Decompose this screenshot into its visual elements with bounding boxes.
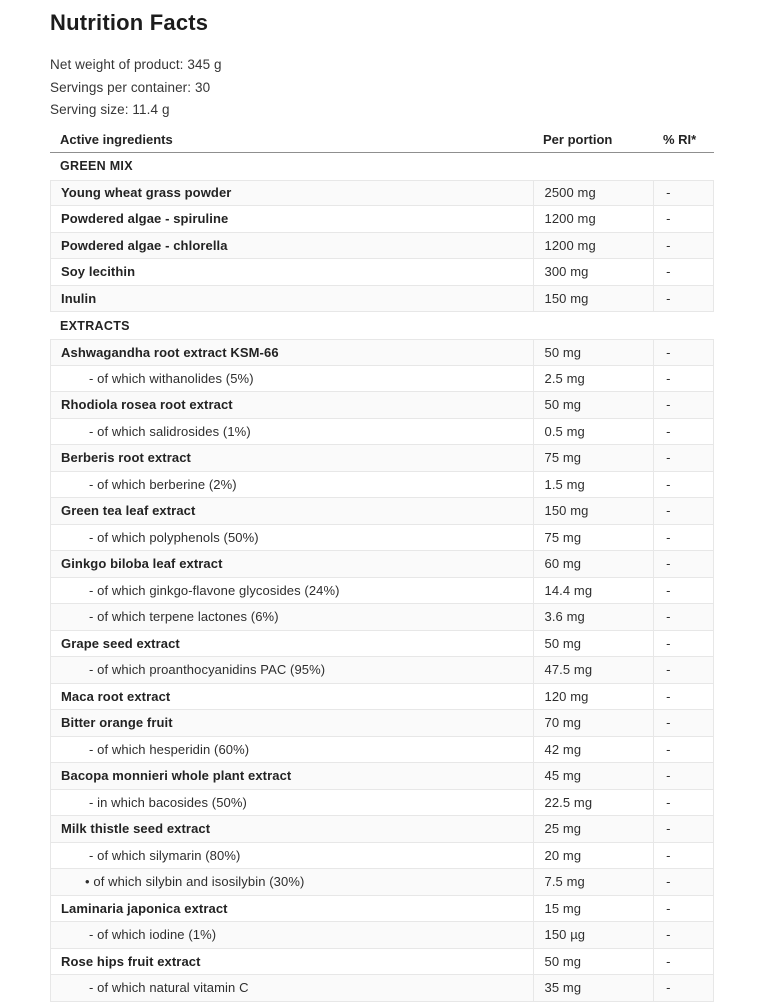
table-row	[50, 763, 714, 790]
table-row	[50, 286, 714, 313]
amount-value: 0.5 mg	[533, 419, 654, 445]
amount-value: 70 mg	[533, 710, 654, 736]
servings-per-container: Servings per container: 30	[50, 79, 211, 95]
ri-value: -	[653, 604, 713, 630]
ingredient-name: - of which salidrosides (1%)	[89, 423, 251, 439]
amount-value: 14.4 mg	[533, 578, 654, 604]
amount-value: 1200 mg	[533, 206, 654, 232]
ri-value: -	[653, 340, 713, 365]
ri-value: -	[653, 975, 713, 1001]
ri-value: -	[653, 206, 713, 232]
table-row	[50, 259, 714, 286]
ri-value: -	[653, 472, 713, 498]
table-row	[50, 339, 714, 366]
amount-value: 7.5 mg	[533, 869, 654, 895]
amount-value: 15 mg	[533, 896, 654, 922]
table-row	[50, 949, 714, 976]
amount-value: 50 mg	[533, 949, 654, 975]
table-row	[50, 790, 714, 817]
amount-value: 25 mg	[533, 816, 654, 842]
amount-value: 150 µg	[533, 922, 654, 948]
amount-value: 1.5 mg	[533, 472, 654, 498]
ingredient-name: - of which terpene lactones (6%)	[89, 609, 279, 625]
ingredient-name: - of which natural vitamin C	[89, 980, 249, 996]
ri-value: -	[653, 922, 713, 948]
table-row	[50, 657, 714, 684]
ingredient-name: Berberis root extract	[61, 450, 191, 466]
amount-value: 2.5 mg	[533, 366, 654, 392]
ri-value: -	[653, 949, 713, 975]
section-label: GREEN MIX	[60, 159, 133, 173]
amount-value: 300 mg	[533, 259, 654, 285]
ingredient-name: Ginkgo biloba leaf extract	[61, 556, 223, 572]
net-weight: Net weight of product: 345 g	[50, 57, 222, 72]
table-row	[50, 710, 714, 737]
amount-value: 60 mg	[533, 551, 654, 577]
ingredient-name: Powdered algae - spiruline	[61, 211, 229, 227]
ingredient-name: Laminaria japonica extract	[61, 900, 228, 916]
table-row	[50, 631, 714, 658]
ingredient-name: Bacopa monnieri whole plant extract	[61, 768, 292, 784]
amount-value: 47.5 mg	[533, 657, 654, 683]
table-row	[50, 816, 714, 843]
table-row	[50, 737, 714, 764]
ri-value: -	[653, 843, 713, 869]
ri-value: -	[653, 498, 713, 524]
amount-value: 35 mg	[533, 975, 654, 1001]
amount-value: 75 mg	[533, 525, 654, 551]
ingredient-name: Rhodiola rosea root extract	[61, 397, 233, 413]
nutrition-table	[50, 128, 714, 1002]
table-row	[50, 180, 714, 207]
table-row	[50, 975, 714, 1002]
ingredient-name: Powdered algae - chlorella	[61, 237, 228, 253]
table-row	[50, 869, 714, 896]
amount-value: 2500 mg	[533, 181, 654, 206]
table-row	[50, 896, 714, 923]
table-body	[50, 153, 714, 1002]
ingredient-name: Grape seed extract	[61, 635, 180, 651]
amount-value: 20 mg	[533, 843, 654, 869]
ri-value: -	[653, 578, 713, 604]
ingredient-name: - of which hesperidin (60%)	[89, 741, 250, 757]
amount-value: 1200 mg	[533, 233, 654, 259]
ri-value: -	[653, 684, 713, 710]
ri-value: -	[653, 551, 713, 577]
amount-value: 150 mg	[533, 286, 654, 312]
ingredient-name: - of which silymarin (80%)	[89, 847, 241, 863]
ri-value: -	[653, 525, 713, 551]
section-label: EXTRACTS	[60, 318, 130, 333]
table-row	[50, 206, 714, 233]
ingredient-name: Maca root extract	[61, 688, 171, 704]
amount-value: 50 mg	[533, 392, 654, 418]
table-row	[50, 551, 714, 578]
table-row	[50, 366, 714, 393]
header-per-portion: Per portion	[543, 132, 613, 147]
ri-value: -	[653, 737, 713, 763]
ingredient-name: Milk thistle seed extract	[61, 821, 211, 837]
table-row	[50, 525, 714, 552]
ingredient-name: - of which withanolides (5%)	[89, 370, 254, 386]
ri-value: -	[653, 286, 713, 312]
ingredient-name: - of which ginkgo-flavone glycosides (24%)	[89, 582, 340, 598]
table-header-row	[50, 128, 714, 153]
table-row	[50, 604, 714, 631]
ri-value: -	[653, 816, 713, 842]
ri-value: -	[653, 657, 713, 683]
table-row	[50, 922, 714, 949]
ri-value: -	[653, 763, 713, 789]
amount-value: 3.6 mg	[533, 604, 654, 630]
amount-value: 22.5 mg	[533, 790, 654, 816]
amount-value: 45 mg	[533, 763, 654, 789]
ri-value: -	[653, 392, 713, 418]
ri-value: -	[653, 869, 713, 895]
ingredient-name: Green tea leaf extract	[61, 503, 196, 519]
table-row	[50, 392, 714, 419]
ingredient-name: Soy lecithin	[61, 264, 136, 280]
ri-value: -	[653, 233, 713, 259]
header-ri: % RI*	[663, 132, 697, 147]
amount-value: 50 mg	[533, 631, 654, 657]
ingredient-name: - of which iodine (1%)	[89, 927, 217, 943]
ingredient-name: - in which bacosides (50%)	[89, 794, 247, 810]
ri-value: -	[653, 445, 713, 471]
ri-value: -	[653, 790, 713, 816]
table-row	[50, 445, 714, 472]
ri-value: -	[653, 181, 713, 206]
ri-value: -	[653, 631, 713, 657]
amount-value: 120 mg	[533, 684, 654, 710]
ri-value: -	[653, 896, 713, 922]
ingredient-name: Ashwagandha root extract KSM-66	[61, 344, 279, 360]
ri-value: -	[653, 419, 713, 445]
product-meta	[50, 54, 714, 122]
ingredient-name: Inulin	[61, 290, 97, 306]
ingredient-name: Bitter orange fruit	[61, 715, 173, 731]
ingredient-name: - of which berberine (2%)	[89, 476, 237, 492]
table-row	[50, 578, 714, 605]
header-active-ingredients: Active ingredients	[60, 132, 173, 147]
serving-size: Serving size: 11.4 g	[50, 102, 170, 117]
amount-value: 50 mg	[533, 340, 654, 365]
ingredient-name: - of which proanthocyanidins PAC (95%)	[89, 662, 326, 678]
ingredient-name: - of which polyphenols (50%)	[89, 529, 259, 545]
amount-value: 75 mg	[533, 445, 654, 471]
ri-value: -	[653, 710, 713, 736]
ri-value: -	[653, 259, 713, 285]
table-row	[50, 843, 714, 870]
ingredient-name: • of which silybin and isosilybin (30%)	[85, 874, 305, 890]
table-row	[50, 233, 714, 260]
ingredient-name: Young wheat grass powder	[61, 185, 232, 201]
ingredient-name: Rose hips fruit extract	[61, 953, 201, 969]
table-row	[50, 684, 714, 711]
table-row	[50, 498, 714, 525]
amount-value: 42 mg	[533, 737, 654, 763]
page-title: Nutrition Facts	[50, 10, 209, 35]
table-row	[50, 472, 714, 499]
ri-value: -	[653, 366, 713, 392]
table-row	[50, 419, 714, 446]
amount-value: 150 mg	[533, 498, 654, 524]
